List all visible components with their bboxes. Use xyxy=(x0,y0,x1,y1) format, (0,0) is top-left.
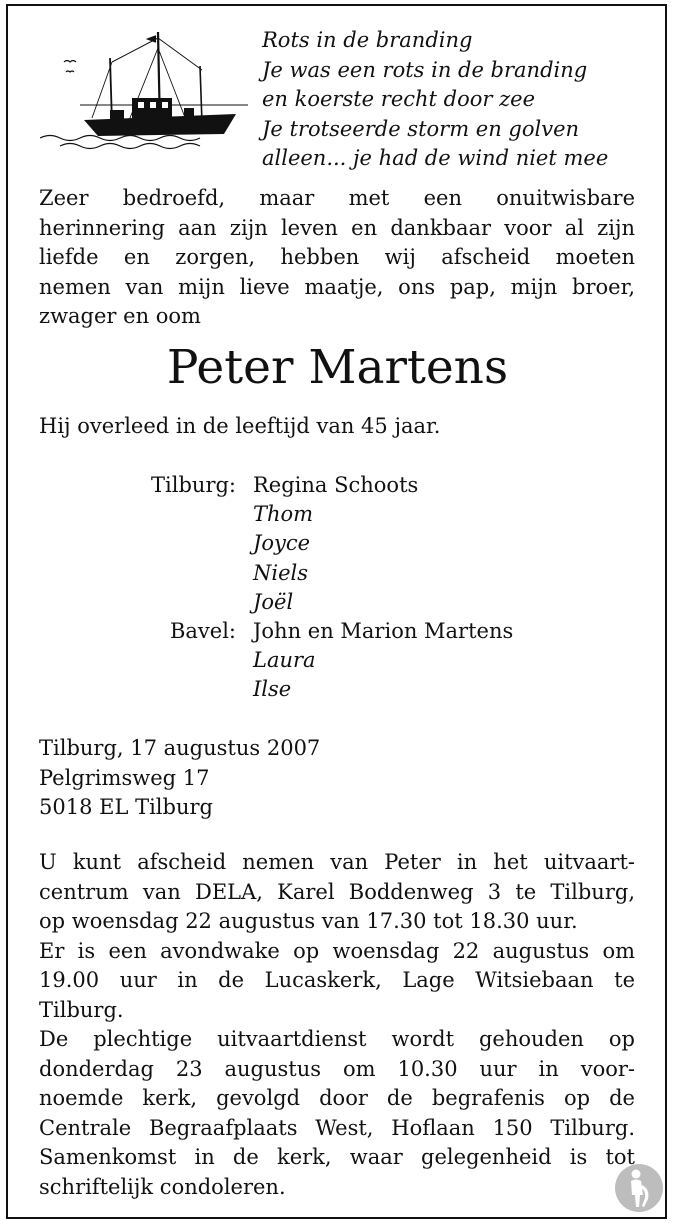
poem-line: Je trotseerde storm en golven xyxy=(262,116,580,141)
address-line: 5018 EL Tilburg xyxy=(39,795,213,819)
info-line: Centrale Begraafplaats West, Hoflaan 150 Tilburg. xyxy=(39,1115,635,1140)
family-member-main: John en Marion Martens xyxy=(253,619,514,643)
family-member-child: Niels xyxy=(253,560,309,585)
intro-line: nemen van mijn lieve maatje, ons pap, mijn broer, xyxy=(39,274,635,299)
address-line: Pelgrimsweg 17 xyxy=(39,765,210,790)
poem-line: Rots in de branding xyxy=(262,28,473,52)
poem-line: alleen... je had de wind niet mee xyxy=(262,146,609,170)
info-line: Samenkomst in de kerk, waar gelegenheid is tot xyxy=(39,1145,635,1169)
info-line: Er is een avondwake op woensdag 22 augustus om xyxy=(39,938,635,963)
info-line: De plechtige uitvaartdienst wordt gehouden op xyxy=(39,1027,635,1051)
poem xyxy=(262,26,608,174)
family-place-bavel: Bavel: xyxy=(169,619,236,643)
info-line: U kunt afscheid nemen van Peter in het uitvaart- xyxy=(39,850,635,874)
address-block xyxy=(39,734,320,823)
fishing-boat-icon xyxy=(40,28,250,158)
ceremony-info xyxy=(39,848,635,1202)
intro-line: zwager en oom xyxy=(39,304,201,328)
info-line: 19.00 uur in de Lucaskerk, Lage Witsiebaan te xyxy=(39,968,635,992)
info-line: op woensdag 22 augustus van 17.30 tot 18.30 uur. xyxy=(39,909,578,933)
intro-line: herinnering aan zijn leven en dankbaar voor al zijn xyxy=(39,215,635,240)
poem-line: Je was een rots in de branding xyxy=(262,57,588,82)
family-member-child: Joyce xyxy=(253,531,311,556)
family-group-bavel xyxy=(253,617,513,705)
family-group-tilburg xyxy=(253,471,418,617)
family-member-child: Laura xyxy=(253,648,316,673)
family-place-tilburg: Tilburg: xyxy=(151,473,236,497)
family-member-child: Ilse xyxy=(253,677,292,702)
memorial-logo-icon xyxy=(614,1163,664,1213)
deceased-name: Peter Martens xyxy=(166,340,509,395)
info-line: centrum van DELA, Karel Boddenweg 3 te Tilburg, xyxy=(39,879,635,904)
info-line: donderdag 23 augustus om 10.30 uur in voor- xyxy=(39,1056,635,1081)
info-line: schriftelijk condoleren. xyxy=(39,1174,286,1199)
address-line: Tilburg, 17 augustus 2007 xyxy=(39,736,321,760)
info-line: Tilburg. xyxy=(39,997,124,1022)
age-line: Hij overleed in de leeftijd van 45 jaar. xyxy=(39,414,441,438)
intro-line: liefde en zorgen, hebben wij afscheid moeten xyxy=(39,245,635,269)
intro-paragraph xyxy=(39,184,635,332)
family-member-child: Joël xyxy=(253,589,294,614)
info-line: noemde kerk, gevolgd door de begrafenis op de xyxy=(39,1086,635,1110)
intro-line: Zeer bedroefd, maar met een onuitwisbare xyxy=(39,186,635,210)
family-member-main: Regina Schoots xyxy=(253,473,419,497)
family-member-child: Thom xyxy=(253,502,314,527)
poem-line: en koerste recht door zee xyxy=(262,87,536,111)
